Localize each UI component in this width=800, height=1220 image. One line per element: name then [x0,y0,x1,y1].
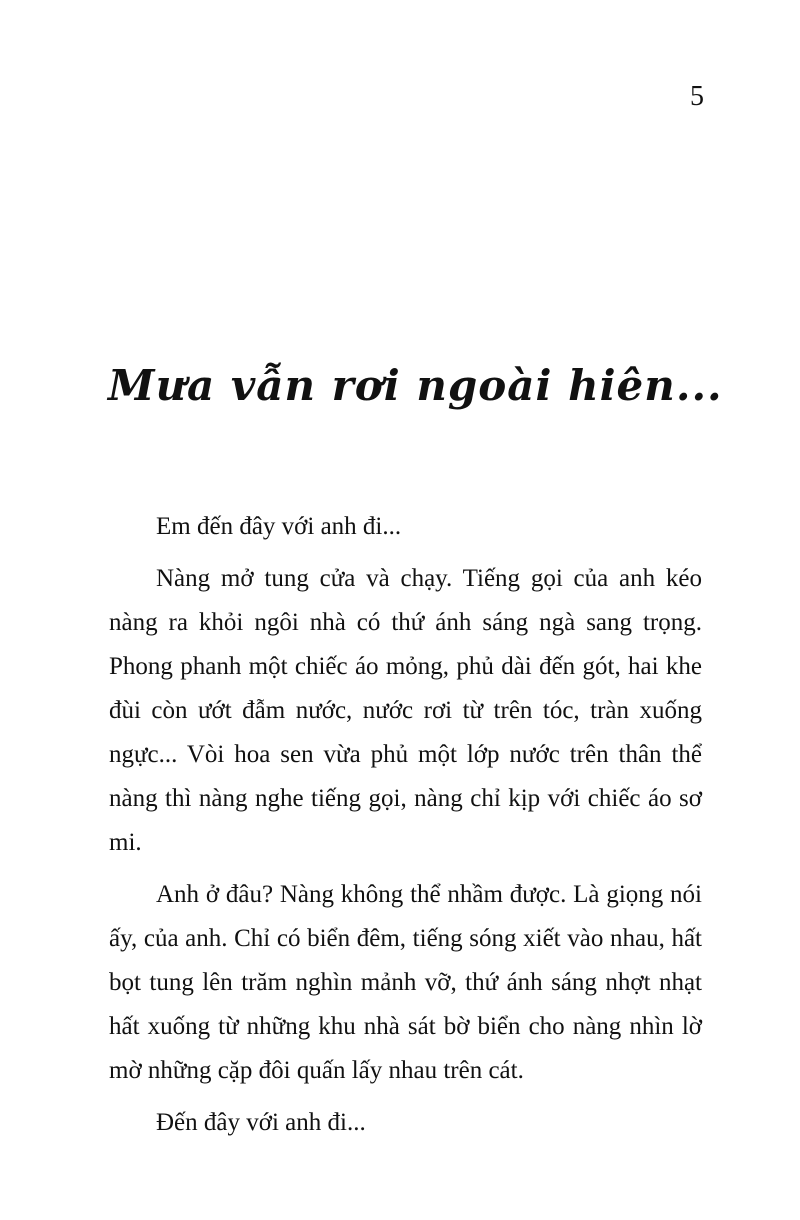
paragraph: Em đến đây với anh đi... [156,513,402,540]
paragraph: Nàng mở tung cửa và chạy. Tiếng gọi của anh kéo nàng ra khỏi ngôi nhà có thứ ánh sáng ngà sang trọng. Phong phanh một chiếc áo mỏng, phủ dài đến gót, hai khe đùi còn ướt đẫm nước, nước rơi từ trên tóc, tràn xuống ngực... Vòi hoa sen vừa phủ một lớp nước trên thân thể nàng thì nàng nghe tiếng gọi, nàng chỉ kịp với chiếc áo sơ mi. [109,565,702,856]
paragraph: Đến đây với anh đi... [156,1109,366,1136]
chapter-title: Mưa vẫn rơi ngoài hiên... [108,361,723,410]
paragraph: Anh ở đâu? Nàng không thể nhầm được. Là giọng nói ấy, của anh. Chỉ có biển đêm, tiếng sóng xiết vào nhau, hất bọt tung lên trăm nghìn mảnh vỡ, thứ ánh sáng nhợt nhạt hất xuống từ những khu nhà sát bờ biển cho nàng nhìn lờ mờ những cặp đôi quấn lấy nhau trên cát. [109,881,702,1084]
body-text [109,505,702,1153]
page-number: 5 [690,81,704,112]
